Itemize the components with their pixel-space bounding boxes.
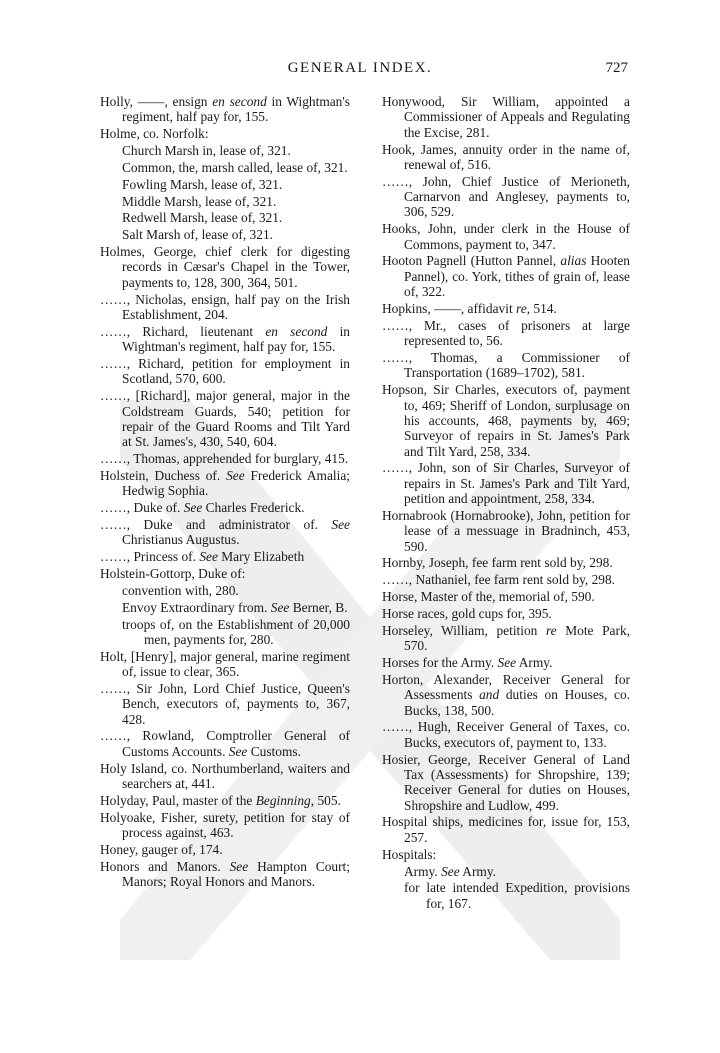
index-entry: Hook, James, annuity order in the name of, renewal of, 516. [382,141,630,172]
index-entry: Hopson, Sir Charles, executors of, payment to, 469; Sheriff of London, surplusage on his accounts, 468, payments by, 469; Surveyor of repairs in St. James's Park and Tilt Yard, 258, 334. [382,382,630,459]
index-entry: ……, Duke of. See Charles Frederick. [100,500,305,516]
index-entry: ……, Hugh, Receiver General of Taxes, co. Bucks, executors of, payment to, 133. [382,719,630,750]
index-entry: Hospitals: [382,846,437,862]
index-entry: Holmes, George, chief clerk for digesting records in Cæsar's Chapel in the Tower, payments to, 128, 300, 364, 501. [100,244,350,290]
index-subentry: for late intended Expedition, provisions for, 167. [404,880,630,911]
index-entry: Holyoake, Fisher, surety, petition for stay of process against, 463. [100,809,350,840]
index-entry: ……, Mr., cases of prisoners at large represented to, 56. [382,317,630,349]
index-entry: ……, Thomas, a Commissioner of Transportation (1689–1702), 581. [382,350,630,381]
index-entry: Honors and Manors. See Hampton Court; Manors; Royal Honors and Manors. [100,858,350,889]
index-entry: ……, Nathaniel, fee farm rent sold by, 298. [382,572,616,588]
index-entry: Hooton Pagnell (Hutton Pannel, alias Hooten Pannel), co. York, tithes of grain of, lease of, 322. [382,253,630,300]
index-entry: ……, Duke and administrator of. See Christianus Augustus. [100,516,350,548]
index-entry: Horses for the Army. See Army. [382,655,553,671]
index-entry: Holt, [Henry], major general, marine regiment of, issue to clear, 365. [100,648,350,680]
index-subentry: Fowling Marsh, lease of, 321. [122,176,283,192]
index-entry: Holly, ——, ensign en second in Wightman's regiment, half pay for, 155. [100,94,351,125]
running-title: GENERAL INDEX. [287,60,433,76]
index-entry: Hopkins, ——, affidavit re, 514. [382,300,557,316]
index-entry: Holstein-Gottorp, Duke of: [100,565,246,581]
index-subentry: Church Marsh in, lease of, 321. [122,143,291,159]
index-entry: ……, Richard, petition for employment in Scotland, 570, 600. [100,356,350,387]
index-entry: ……, Richard, lieutenant en second in Wightman's regiment, half pay for, 155. [100,323,350,355]
index-entry: ……, Princess of. See Mary Elizabeth [100,549,305,565]
index-subentry: Envoy Extraordinary from. See Berner, B. [122,599,348,615]
index-entry: ……, John, son of Sir Charles, Surveyor of repairs in St. James's Park and Tilt Yard, petition and appointment, 258, 334. [382,460,630,507]
index-subentry: Redwell Marsh, lease of, 321. [122,210,283,226]
index-entry: Holme, co. Norfolk: [100,126,209,142]
index-entry: ……, Rowland, Comptroller General of Customs Accounts. See Customs. [100,728,350,759]
index-entry: ……, [Richard], major general, major in the Coldstream Guards, 540; petition for repair of the Guard Rooms and Tilt Yard at St. James's, 430, 540, 604. [100,388,350,450]
index-entry: Holstein, Duchess of. See Frederick Amalia; Hedwig Sophia. [100,467,350,499]
index-entry: Horse, Master of the, memorial of, 590. [382,589,595,605]
index-entry: Horseley, William, petition re Mote Park, 570. [382,622,630,654]
index-entry: ……, Nicholas, ensign, half pay on the Irish Establishment, 204. [100,291,350,322]
index-subentry: troops of, on the Establishment of 20,000 men, payments for, 280. [122,616,350,647]
index-subentry: Middle Marsh, lease of, 321. [122,193,277,209]
left-column [100,94,350,891]
index-entry: Hooks, John, under clerk in the House of Commons, payment to, 347. [382,221,630,252]
index-entry: Holyday, Paul, master of the Beginning, 505. [100,792,341,808]
index-entry: ……, Thomas, apprehended for burglary, 415. [100,451,349,467]
index-entry: Horton, Alexander, Receiver General for Assessments and duties on Houses, co. Bucks, 138, 500. [382,671,630,718]
index-entry: Honey, gauger of, 174. [100,841,223,857]
index-entry: ……, John, Chief Justice of Merioneth, Carnarvon and Anglesey, payments to, 306, 529. [382,173,630,220]
index-entry: Holy Island, co. Northumberland, waiters and searchers at, 441. [100,760,350,791]
index-entry: Honywood, Sir William, appointed a Commissioner of Appeals and Regulating the Excise, 281. [382,94,630,140]
index-entry: Hosier, George, Receiver General of Land Tax (Assessments) for Shropshire, 139; Receiver General for duties on Houses, Shropshire and Ludlow, 499. [382,751,630,813]
index-entry: Hornby, Joseph, fee farm rent sold by, 298. [382,555,613,571]
index-entry: Horse races, gold cups for, 395. [382,606,552,621]
right-column [382,94,630,913]
index-entry: Hornabrook (Hornabrooke), John, petition for lease of a messuage in Bradninch, 453, 590. [382,507,630,554]
page-header [0,60,720,80]
index-entry: Hospital ships, medicines for, issue for, 153, 257. [382,814,630,845]
index-subentry: Common, the, marsh called, lease of, 321. [122,159,348,175]
page-number: 727 [605,60,628,76]
index-entry: ……, Sir John, Lord Chief Justice, Queen's Bench, executors of, payments to, 367, 428. [100,680,350,727]
index-subentry: Army. See Army. [404,863,496,879]
index-subentry: convention with, 280. [122,582,239,598]
index-subentry: Salt Marsh of, lease of, 321. [122,227,273,243]
